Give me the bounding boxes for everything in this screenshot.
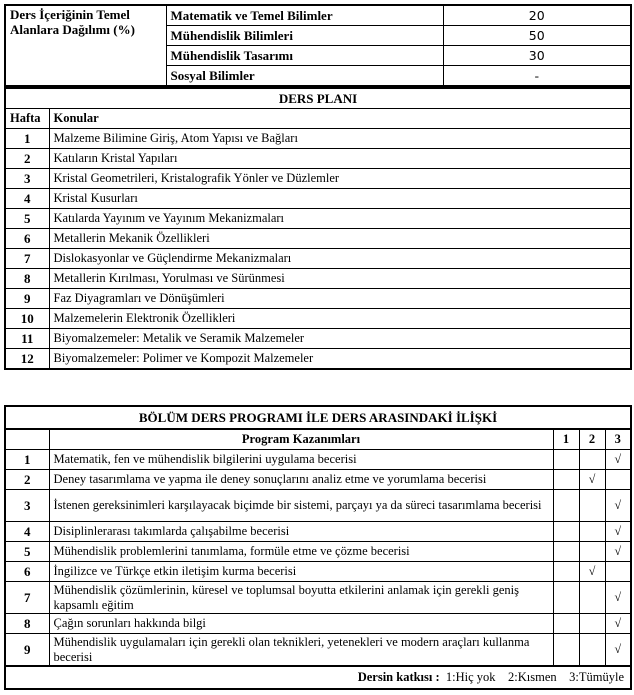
- level-1-cell: [553, 582, 579, 614]
- course-plan-table: [4, 87, 632, 370]
- week-topic: Kristal Kusurları: [49, 189, 631, 209]
- level-2-cell: [579, 522, 605, 542]
- outcome-row: [5, 490, 631, 522]
- level-2-cell: [579, 490, 605, 522]
- level-1-cell: [553, 450, 579, 470]
- check-mark-icon: √: [614, 544, 622, 558]
- week-topic: Biyomalzemeler: Metalik ve Seramik Malzemeler: [49, 329, 631, 349]
- week-number: 4: [5, 189, 49, 209]
- level-3-cell: [605, 522, 631, 542]
- check-mark-icon: √: [614, 616, 622, 630]
- week-topic: Katılarda Yayınım ve Yayınım Mekanizmaları: [49, 209, 631, 229]
- outcome-text: İngilizce ve Türkçe etkin iletişim kurma becerisi: [49, 562, 553, 582]
- outcome-row: [5, 634, 631, 667]
- week-topic: Faz Diyagramları ve Dönüşümleri: [49, 289, 631, 309]
- check-mark-icon: √: [614, 642, 622, 656]
- distribution-area: Sosyal Bilimler: [166, 66, 443, 87]
- level-3-cell: [605, 614, 631, 634]
- week-number: 6: [5, 229, 49, 249]
- distribution-label: Ders İçeriğinin Temel Alanlara Dağılımı (%): [5, 5, 166, 86]
- level-3-cell: [605, 582, 631, 614]
- outcome-row: [5, 582, 631, 614]
- outcome-text: Mühendislik çözümlerinin, küresel ve toplumsal boyutta etkilerini anlamak için gerekli geniş kapsamlı eğitim: [49, 582, 553, 614]
- outcome-text: Matematik, fen ve mühendislik bilgilerini uygulama becerisi: [49, 450, 553, 470]
- level-2-cell: [579, 634, 605, 667]
- outcome-text: Mühendislik uygulamaları için gerekli olan teknikleri, yetenekleri ve modern araçları kullanma becerisi: [49, 634, 553, 667]
- relation-header-level-1: 1: [553, 429, 579, 450]
- week-number: 1: [5, 129, 49, 149]
- relation-title: BÖLÜM DERS PROGRAMI İLE DERS ARASINDAKİ İLİŞKİ: [5, 406, 631, 429]
- outcome-number: 5: [5, 542, 49, 562]
- contribution-label: Dersin katkısı :: [357, 670, 440, 684]
- level-2-cell: [579, 542, 605, 562]
- check-mark-icon: √: [614, 452, 622, 466]
- level-1-cell: [553, 490, 579, 522]
- week-number: 7: [5, 249, 49, 269]
- plan-header-topics: Konular: [49, 109, 631, 129]
- outcome-row: [5, 562, 631, 582]
- level-1-cell: [553, 562, 579, 582]
- level-2-cell: [579, 562, 605, 582]
- level-1-cell: [553, 634, 579, 667]
- level-3-cell: [605, 634, 631, 667]
- level-2-cell: [579, 470, 605, 490]
- outcome-row: [5, 522, 631, 542]
- check-mark-icon: √: [614, 498, 622, 512]
- check-mark-icon: √: [614, 590, 622, 604]
- outcome-number: 6: [5, 562, 49, 582]
- level-1-cell: [553, 470, 579, 490]
- week-topic: Metallerin Kırılması, Yorulması ve Sürünmesi: [49, 269, 631, 289]
- relation-header-level-2: 2: [579, 429, 605, 450]
- relation-header-level-3: 3: [605, 429, 631, 450]
- week-number: 9: [5, 289, 49, 309]
- contribution-legend: 1:Hiç yok 2:Kısmen 3:Tümüyle: [445, 670, 625, 684]
- distribution-value: 30: [443, 46, 631, 66]
- plan-header-week: Hafta: [5, 109, 49, 129]
- distribution-table: [4, 4, 632, 87]
- level-3-cell: [605, 562, 631, 582]
- week-topic: Malzeme Bilimine Giriş, Atom Yapısı ve Bağları: [49, 129, 631, 149]
- week-topic: Malzemelerin Elektronik Özellikleri: [49, 309, 631, 329]
- level-2-cell: [579, 450, 605, 470]
- outcome-text: Mühendislik problemlerini tanımlama, formüle etme ve çözme becerisi: [49, 542, 553, 562]
- week-number: 5: [5, 209, 49, 229]
- outcome-number: 1: [5, 450, 49, 470]
- outcome-row: [5, 470, 631, 490]
- outcome-number: 7: [5, 582, 49, 614]
- program-relation-table: [4, 405, 632, 690]
- outcome-number: 4: [5, 522, 49, 542]
- distribution-area: Mühendislik Bilimleri: [166, 26, 443, 46]
- level-3-cell: [605, 470, 631, 490]
- check-mark-icon: √: [588, 564, 596, 578]
- distribution-value: 50: [443, 26, 631, 46]
- outcome-text: Çağın sorunları hakkında bilgi: [49, 614, 553, 634]
- week-number: 3: [5, 169, 49, 189]
- outcome-number: 8: [5, 614, 49, 634]
- outcome-number: 3: [5, 490, 49, 522]
- level-1-cell: [553, 542, 579, 562]
- level-1-cell: [553, 614, 579, 634]
- week-number: 8: [5, 269, 49, 289]
- outcome-text: Deney tasarımlama ve yapma ile deney sonuçlarını analiz etme ve yorumlama becerisi: [49, 470, 553, 490]
- level-2-cell: [579, 582, 605, 614]
- outcome-row: [5, 614, 631, 634]
- week-number: 11: [5, 329, 49, 349]
- relation-rows: [5, 450, 631, 667]
- level-3-cell: [605, 490, 631, 522]
- week-topic: Kristal Geometrileri, Kristalografik Yönler ve Düzlemler: [49, 169, 631, 189]
- outcome-row: [5, 450, 631, 470]
- distribution-value: -: [443, 66, 631, 87]
- level-2-cell: [579, 614, 605, 634]
- distribution-area: Matematik ve Temel Bilimler: [166, 5, 443, 26]
- week-topic: Katıların Kristal Yapıları: [49, 149, 631, 169]
- level-3-cell: [605, 450, 631, 470]
- outcome-row: [5, 542, 631, 562]
- week-topic: Metallerin Mekanik Özellikleri: [49, 229, 631, 249]
- week-topic: Biyomalzemeler: Polimer ve Kompozit Malzemeler: [49, 349, 631, 370]
- level-1-cell: [553, 522, 579, 542]
- level-3-cell: [605, 542, 631, 562]
- check-mark-icon: √: [588, 472, 596, 486]
- plan-title: DERS PLANI: [5, 88, 631, 109]
- distribution-area: Mühendislik Tasarımı: [166, 46, 443, 66]
- week-topic: Dislokasyonlar ve Güçlendirme Mekanizmaları: [49, 249, 631, 269]
- relation-header-blank: [5, 429, 49, 450]
- outcome-text: İstenen gereksinimleri karşılayacak biçimde bir sistemi, parçayı ya da süreci tasarımlama becerisi: [49, 490, 553, 522]
- outcome-number: 2: [5, 470, 49, 490]
- relation-header-outcomes: Program Kazanımları: [49, 429, 553, 450]
- relation-footer: [5, 666, 631, 689]
- week-number: 12: [5, 349, 49, 370]
- check-mark-icon: √: [614, 524, 622, 538]
- outcome-text: Disiplinlerarası takımlarda çalışabilme becerisi: [49, 522, 553, 542]
- week-number: 10: [5, 309, 49, 329]
- outcome-number: 9: [5, 634, 49, 667]
- week-number: 2: [5, 149, 49, 169]
- distribution-value: 20: [443, 5, 631, 26]
